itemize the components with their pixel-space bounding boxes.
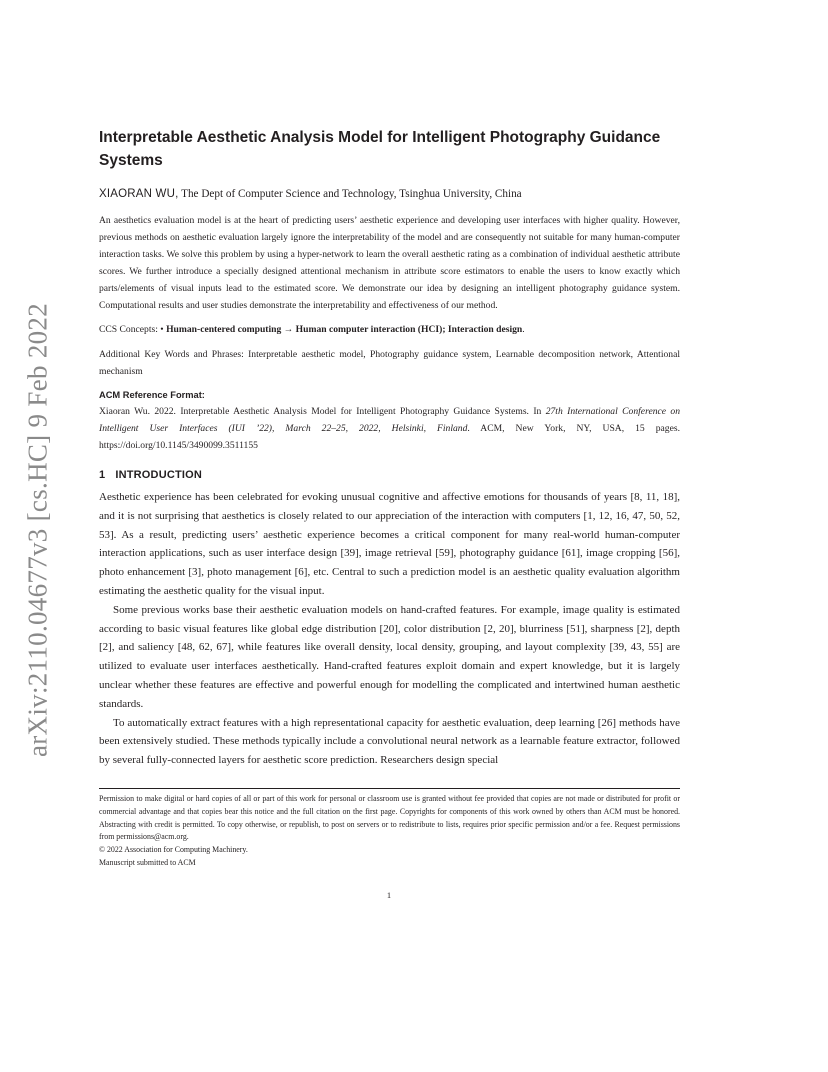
reference-text-part1: Xiaoran Wu. 2022. Interpretable Aesthetic Analysis Model for Intelligent Photography Guidance Systems. In	[99, 406, 546, 417]
arxiv-identifier: arXiv:2110.04677v3 [cs.HC] 9 Feb 2022	[22, 302, 53, 758]
author-name: XIAORAN WU,	[99, 188, 179, 200]
keywords: Additional Key Words and Phrases: Interpretable aesthetic model, Photography guidance system, Learnable decomposition network, Attentional mechanism	[99, 349, 680, 377]
copyright-footnote	[99, 788, 680, 870]
intro-paragraph: To automatically extract features with a high representational capacity for aesthetic evaluation, deep learning [26] methods have been extensively studied. These methods typically include a convolutional neural network as a learnable feature extractor, followed by several fully-connected layers for aesthetic score prediction. Researchers design special	[99, 716, 680, 767]
section-number: 1	[99, 469, 106, 481]
reference-format-heading: ACM Reference Format:	[99, 390, 205, 400]
author-affiliation: The Dept of Computer Science and Technology, Tsinghua University, China	[181, 188, 522, 200]
permission-notice: Permission to make digital or hard copies of all or part of this work for personal or classroom use is granted without fee provided that copies are not made or distributed for profit or commercial advantage and that copies bear this notice and the full citation on the first page. Copyrights for components of this work owned by others than ACM must be honored. Abstracting with credit is permitted. To copy otherwise, or republish, to post on servers or to redistribute to lists, requires prior specific permission and/or a fee. Request permissions from permissions@acm.org.	[99, 794, 680, 842]
paper-first-page	[99, 126, 680, 770]
ccs-concepts	[99, 321, 680, 338]
manuscript-note: Manuscript submitted to ACM	[99, 857, 196, 867]
section-title: INTRODUCTION	[115, 469, 203, 481]
ccs-label: CCS Concepts: •	[99, 324, 164, 335]
reference-format	[99, 403, 680, 454]
paper-title: Interpretable Aesthetic Analysis Model for Intelligent Photography Guidance Systems	[99, 129, 661, 169]
author-block	[99, 186, 680, 202]
ccs-end: .	[522, 324, 525, 335]
page-number: 1	[386, 890, 392, 900]
reference-text-part2: . ACM, New York, NY, USA, 15 pages. https://doi.org/10.1145/3490099.3511155	[99, 423, 680, 451]
abstract: An aesthetics evaluation model is at the heart of predicting users’ aesthetic experience and developing user interfaces with higher quality. However, previous methods on aesthetic evaluation largely ignore the interpretability of the model and are consequently not suitable for many human-computer interaction tasks. We solve this problem by using a hyper-network to learn the overall aesthetic rating as a combination of individual aesthetic attribute scores. We further introduce a specially designed attentional mechanism in attribute score estimators to enable the users to know exactly which parts/elements of visual inputs lead to the estimated score. We demonstrate our idea by designing an intelligent photography guidance system. Computational results and user studies demonstrate the interpretability and effectiveness of our method.	[99, 215, 680, 311]
copyright-line: © 2022 Association for Computing Machinery.	[99, 845, 248, 855]
reference-venue: 27th International Conference on Intelligent User Interfaces (IUI ’22), March 22–25, 2022, Helsinki, Finland	[99, 406, 680, 434]
intro-paragraph: Some previous works base their aesthetic evaluation models on hand-crafted features. For example, image quality is estimated according to basic visual features like global edge distribution [20], color distribution [2, 20], blurriness [51], sharpness [2], depth [2], and saliency [48, 62, 67], while features like overall density, local density, grouping, and layout complexity [39, 43, 55] are utilized to evaluate user interfaces aesthetically. Hand-crafted features exploit domain and expert knowledge, but it is largely unclear whether these features are effective and powerful enough for modelling the complicated and intertwined human aesthetic standards.	[99, 603, 680, 710]
section-heading-introduction	[99, 467, 680, 483]
intro-paragraph: Aesthetic experience has been celebrated for evoking unusual cognitive and affective emotions for thousands of years [8, 11, 18], and it is not surprising that aesthetics is closely related to our appreciation of the interaction with computers [1, 12, 16, 47, 50, 52, 53]. As a result, predicting users’ aesthetic experience becomes a critical component for many real-world human-computer interaction applications, such as user interface design [39], image retrieval [59], photography guidance [61], image cropping [56], photo enhancement [3], photo management [6], etc. Central to such a prediction model is an aesthetic quality evaluation algorithm estimating the aesthetic quality for the visual input.	[99, 491, 680, 597]
ccs-concepts-terms: Human-centered computing → Human computer interaction (HCI); Interaction design	[166, 324, 523, 335]
